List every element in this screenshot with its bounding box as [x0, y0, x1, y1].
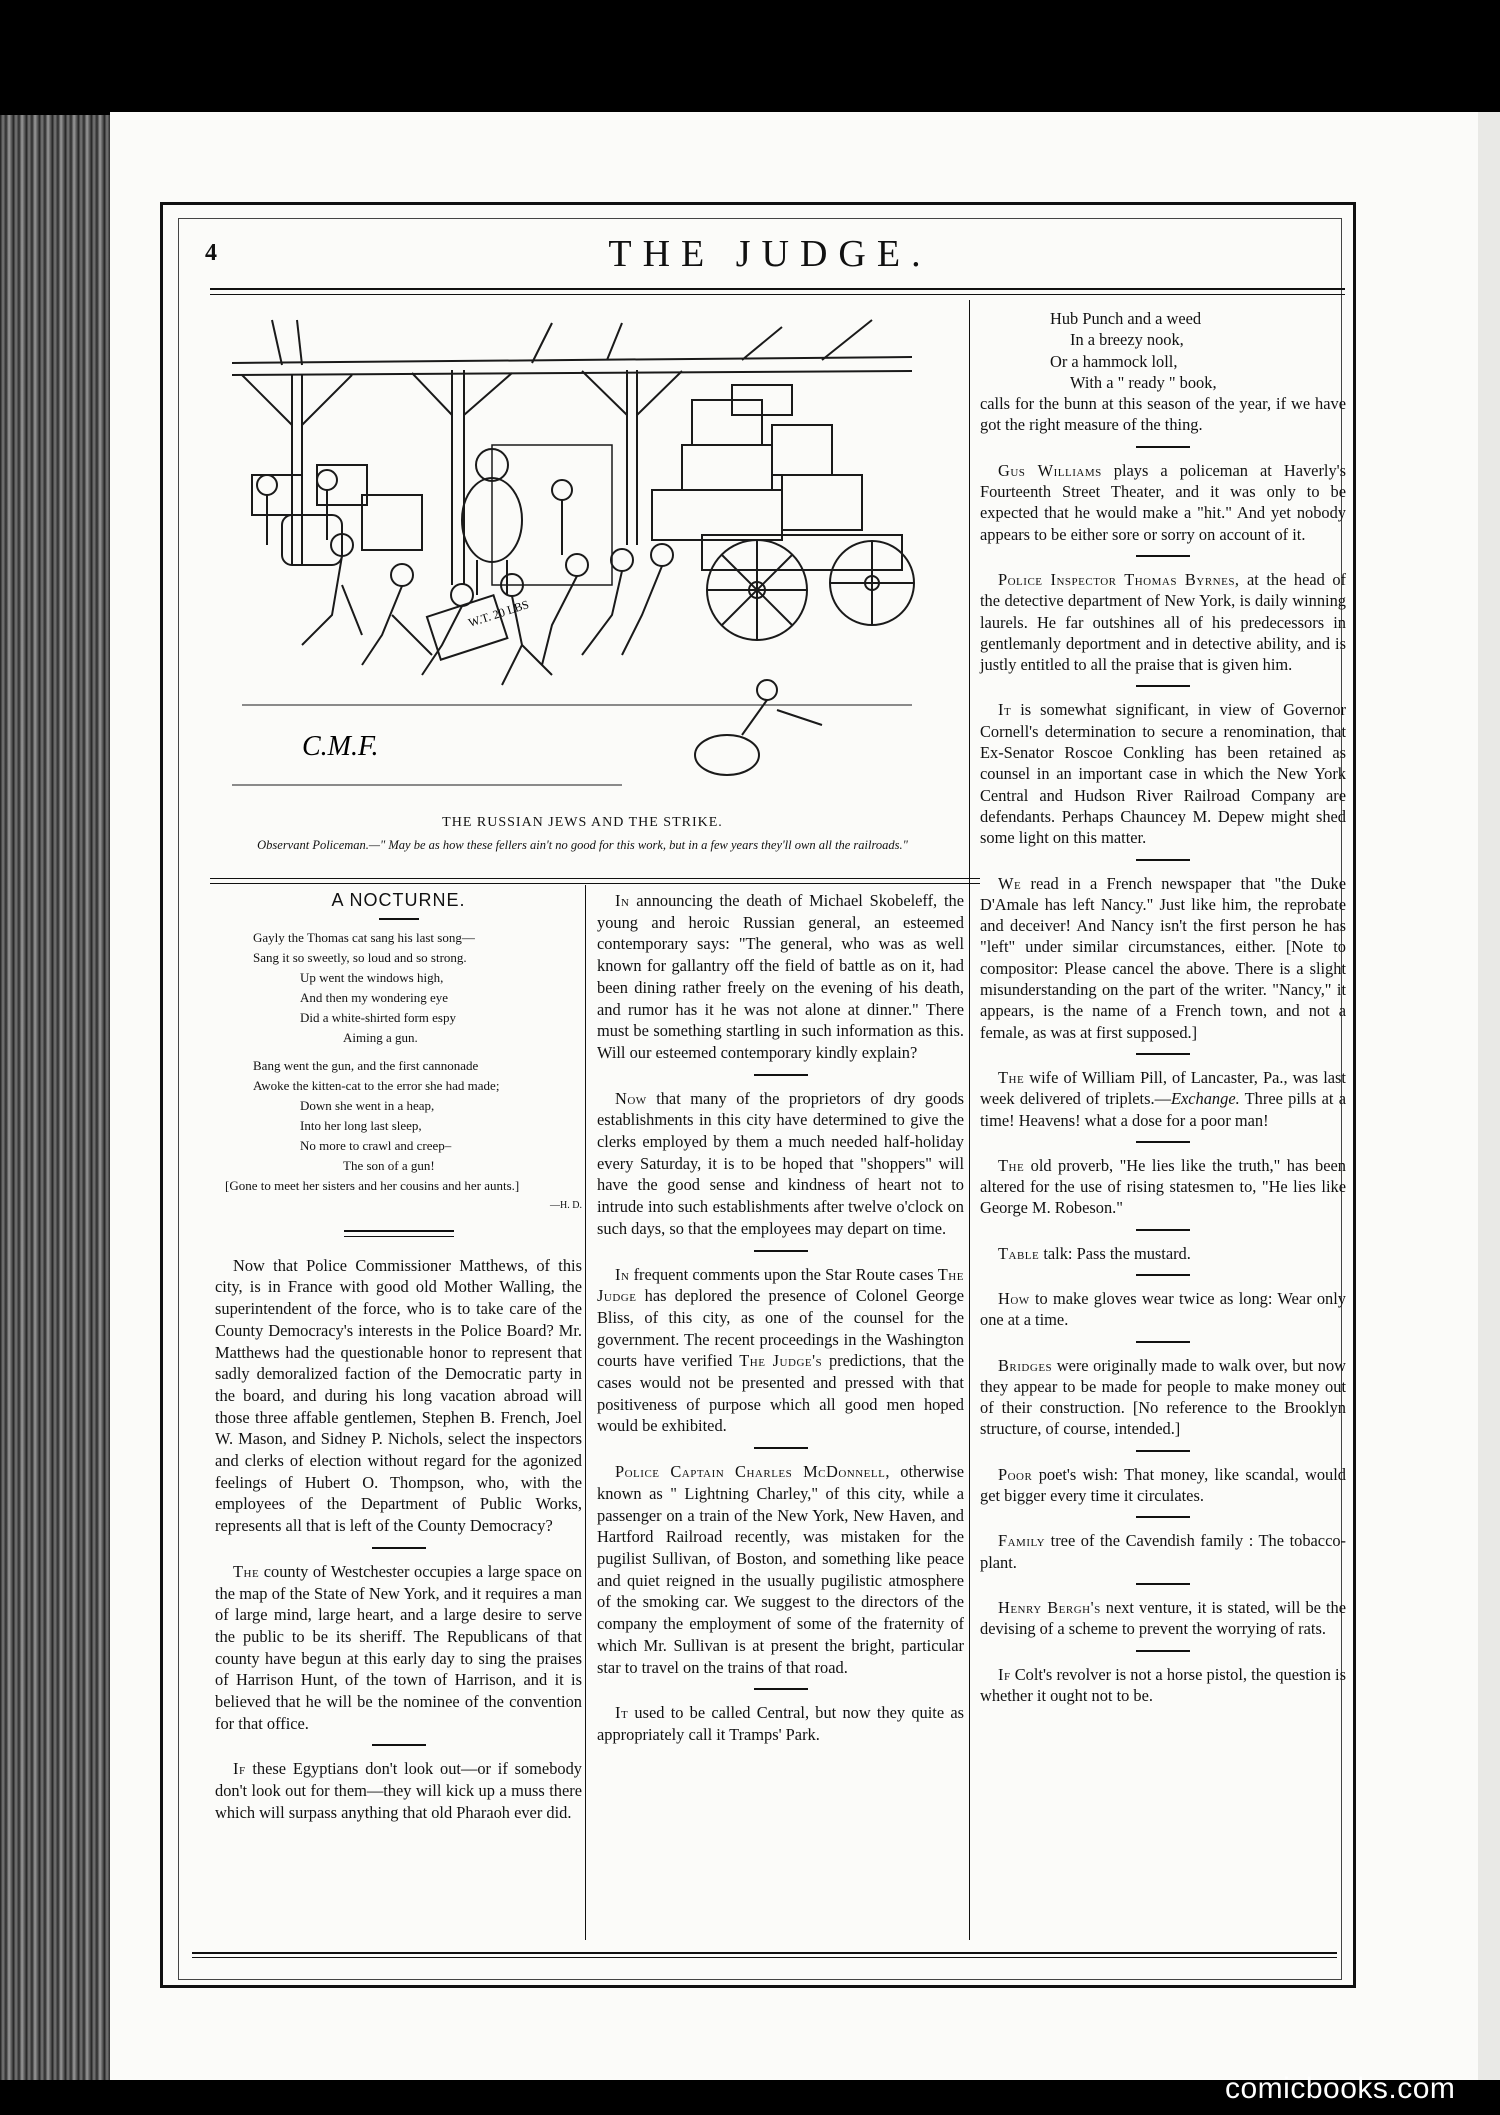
paragraph-text: used to be called Central, but now they quite as appropriately call it Tramps' Park.: [597, 1703, 964, 1744]
poem-line: Up went the windows high,: [300, 969, 444, 985]
paragraph: [980, 1597, 1346, 1640]
paragraph: [980, 699, 1346, 848]
separator: [1136, 859, 1190, 861]
paragraph-text: these Egyptians don't look out—or if somebody don't look out for them—they will kick up a muss there which will surpass anything that old Pharaoh ever did.: [215, 1759, 582, 1822]
paragraph-text: wife of William Pill, of Lancaster, Pa., was last week delivered of triplets.—: [980, 1067, 1346, 1109]
paragraph: [597, 1461, 964, 1678]
paragraph-text: tree of the Cavendish family : The tobacco-plant.: [980, 1531, 1346, 1572]
paragraph: [980, 1155, 1346, 1219]
cartoon-rule-top: [210, 878, 980, 879]
cartoon-title: THE RUSSIAN JEWS AND THE STRIKE.: [442, 815, 723, 830]
lead-word: Family: [998, 1531, 1046, 1551]
lead-word: Table: [998, 1243, 1040, 1263]
lead-word: The: [233, 1561, 260, 1581]
paragraph-text: read in a French newspaper that "the Duke D'Amale has left Nancy." Just like him, the reprobate and deceiver! And Nancy isn't the first person he has "left" under similar circumstances, either. [Note to compositor: Please cancel the above. There is a slight misunderstanding on the part of the writer. "Nancy," it appears, is the name of a French town, and not a female, as was at first supposed.]: [980, 873, 1346, 1042]
verse-line: Or a hammock loll,: [1050, 351, 1178, 371]
paragraph-text: plays a policeman at Haverly's Fourteenth Street Theater, and it was only to be expected that he would make a "hit." And yet nobody appears to be either sore or sorry on account of it.: [980, 460, 1346, 544]
separator: [372, 1547, 426, 1549]
poem-signature: —H. D.: [550, 1199, 582, 1211]
source-citation: Exchange.: [1170, 1089, 1240, 1109]
paragraph: calls for the bunn at this season of the year, if we have got the right measure of the thing.: [980, 394, 1346, 435]
separator: [1136, 1274, 1190, 1276]
artist-signature: C.M.F.: [302, 731, 379, 762]
page-number: 4: [205, 240, 217, 266]
paragraph: [215, 1561, 582, 1735]
paragraph-text: frequent comments upon the Star Route cases: [633, 1264, 934, 1284]
site-watermark: comicbooks.com: [1225, 2072, 1456, 2105]
poem-line: Awoke the kitten-cat to the error she had made;: [253, 1077, 500, 1093]
paragraph-text: that many of the proprietors of dry goods establishments in this city have determined to give the clerks employed by them a much needed half-holiday every Saturday, it is to be hoped that "shoppers" will have the good sense and kindness of heart not to intrude into such establishments after twelve o'clock on such days, so that the employees may depart on time.: [597, 1088, 964, 1238]
lead-word: If: [233, 1759, 246, 1779]
paragraph-text: talk: Pass the mustard.: [1043, 1243, 1191, 1263]
paragraph: [980, 1067, 1346, 1131]
paragraph-text: is somewhat significant, in view of Governor Cornell's determination to secure a renomination, that Ex-Senator Roscoe Conkling has been retained as counsel in an important case in which the New York Central and Hudson River Railroad Company are defendants. Perhaps Chauncey M. Depew might shed some light on this matter.: [980, 700, 1346, 848]
separator: [1136, 1650, 1190, 1652]
paragraph: [597, 890, 964, 1064]
masthead-rule-bottom: [210, 294, 1345, 295]
separator: [1136, 1516, 1190, 1518]
lead-word: If: [998, 1664, 1011, 1684]
paragraph: [980, 1288, 1346, 1331]
separator: [1136, 1053, 1190, 1055]
book-binding: [0, 115, 110, 2080]
column-1: [215, 890, 582, 1824]
paragraph-text: predictions, that the cases would not be presented and pressed with that positiveness of purpose which all good men hoped would be exhibited.: [597, 1351, 964, 1436]
poem-line: Into her long last sleep,: [300, 1117, 422, 1133]
masthead-title: THE JUDGE.: [608, 233, 932, 275]
lead-word: Police Captain Charles McDonnell,: [615, 1462, 890, 1482]
poem: [215, 928, 582, 1216]
poem-line: The son of a gun!: [343, 1157, 435, 1173]
separator: [372, 1744, 426, 1746]
lead-word: The: [998, 1067, 1025, 1087]
paragraph: [980, 1355, 1346, 1440]
column-divider-2: [969, 300, 970, 1940]
paragraph: [980, 460, 1346, 545]
paragraph: [980, 1243, 1346, 1264]
masthead-rule-top: [210, 288, 1345, 290]
separator: [1136, 1341, 1190, 1343]
paragraph-text: county of Westchester occupies a large space on the map of the State of New York, and it requires a man of large mind, large heart, and a large desire to serve the public to be its sheriff. The Republicans of that county have begun at this early day to sing the praises of Harrison Hunt, of the town of Harrison, and it is believed that he will be the nominee of the convention for that office.: [215, 1561, 582, 1733]
column-3: [980, 308, 1346, 1706]
cartoon-caption: Observant Policeman.—" May be as how these fellers ain't no good for this work, but in a few years they'll own all the railroads.": [257, 838, 908, 852]
verse-line: With a " ready " book,: [1070, 372, 1217, 392]
lead-word: Henry Bergh's: [998, 1597, 1101, 1617]
paragraph-text: poet's wish: That money, like scandal, would get bigger every time it circulates.: [980, 1464, 1346, 1506]
footer-rule-bottom: [192, 1957, 1337, 1958]
paragraph-text: has deplored the presence of Colonel George Bliss, of this city, as one of the counsel for the government. The recent proceedings in the Washington courts have verified: [597, 1286, 964, 1371]
paragraph: [980, 1530, 1346, 1573]
paragraph: [980, 1664, 1346, 1707]
paragraph-text: were originally made to walk over, but now they appear to be made for people to make money out of their construction. [No reference to the Brooklyn structure, of course, intended.]: [980, 1355, 1346, 1439]
separator: [754, 1074, 808, 1076]
double-rule: [344, 1230, 454, 1237]
cartoon-rule-bottom: [210, 883, 980, 884]
crate-label: W.T. 20 LBS: [466, 597, 531, 630]
column-divider-1: [585, 885, 586, 1940]
separator: [1136, 1583, 1190, 1585]
poem-line: Gayly the Thomas cat sang his last song—: [253, 929, 475, 945]
separator: [1136, 1141, 1190, 1143]
cartoon-illustration: [222, 315, 942, 805]
poem-line: No more to crawl and creep–: [300, 1137, 452, 1153]
verse: [980, 308, 1346, 393]
lead-word: In: [615, 891, 630, 910]
separator: [1136, 1229, 1190, 1231]
separator: [754, 1447, 808, 1449]
paragraph: [597, 1702, 964, 1745]
verse-line: In a breezy nook,: [1070, 330, 1184, 350]
poem-title: A NOCTURNE.: [331, 890, 466, 910]
lead-word: Poor: [998, 1464, 1033, 1484]
paragraph: [597, 1088, 964, 1240]
lead-word: How: [998, 1288, 1030, 1308]
paragraph: Now that Police Commissioner Matthews, of this city, is in France with good old Mother Walling, the superintendent of the force, who is to take care of the County Democracy's interests in the Police Board? Mr. Matthews had the questionable honor to represent that sadly demoralized faction of the Democratic party in the board, and during his long vacation abroad will those three affable gentlemen, Stephen B. French, Joel W. Mason, and Sidney P. Nichols, select the inspectors and clerks of election without regard for the agonized feelings of Hubert O. Thompson, who, with the employees of the Department of Public Works, represents all that is left of the County Democracy?: [215, 1255, 582, 1536]
lead-word: It: [998, 700, 1012, 720]
publication-name: The Judge: [597, 1264, 964, 1306]
verse-line: Hub Punch and a weed: [1050, 309, 1202, 328]
paragraph-text: announcing the death of Michael Skobeleff, the young and heroic Russian general, an esteemed contemporary says: "The general, who was as well known for gallantry off the field of battle as on it, had been dining rather freely on the evening of his death, and rumor has it he was not alone at dinner." There must be something startling in such information as this. Will our esteemed contemporary kindly explain?: [597, 891, 964, 1062]
poem-line: Aiming a gun.: [343, 1029, 418, 1045]
separator: [379, 918, 419, 920]
poem-line: And then my wondering eye: [300, 989, 449, 1005]
separator: [1136, 685, 1190, 687]
paragraph-text: otherwise known as " Lightning Charley," of this city, while a passenger on a train of the New York, New Haven, and Hartford Railroad recently, was mistaken for the pugilist Sullivan, of Boston, and something like peace and quiet reigned in the usually pugilistic atmosphere of the smoking car. We suggest to the directors of the company the employment of some of the fraternity of which Mr. Sullivan is at present the bright, particular star to travel on the trains of that road.: [597, 1462, 964, 1677]
paragraph-text: old proverb, "He lies like the truth," has been altered for the use of rising statesmen to, "He lies like George M. Robeson.": [980, 1155, 1346, 1218]
publication-name: The Judge's: [739, 1351, 823, 1371]
lead-word: It: [615, 1703, 629, 1723]
lead-word: Police Inspector Thomas Byrnes,: [998, 569, 1240, 589]
paragraph-text: at the head of the detective department of New York, is daily winning laurels. He far outshines all of his predecessors in gentlemanly deportment and in detective ability, and is justly entitled to all the praise that is given him.: [980, 569, 1346, 675]
separator: [1136, 1450, 1190, 1452]
separator: [1136, 555, 1190, 557]
lead-word: Bridges: [998, 1355, 1053, 1375]
poem-line: Did a white-shirted form espy: [300, 1009, 456, 1025]
page-edge: [1478, 112, 1500, 2080]
lead-word: Gus Williams: [998, 460, 1102, 480]
paragraph: [980, 873, 1346, 1043]
separator: [1136, 446, 1190, 448]
poem-line: Sang it so sweetly, so loud and so strong.: [253, 949, 467, 965]
paragraph: [980, 1464, 1346, 1507]
lead-word: We: [998, 873, 1022, 893]
paragraph: [980, 569, 1346, 675]
footer-rule-top: [192, 1952, 1337, 1954]
poem-line: Bang went the gun, and the first cannonade: [253, 1057, 479, 1073]
paragraph: [597, 1264, 964, 1438]
separator: [754, 1250, 808, 1252]
paragraph: [215, 1758, 582, 1823]
poem-line: Down she went in a heap,: [300, 1097, 435, 1113]
paragraph-text: to make gloves wear twice as long: Wear only one at a time.: [980, 1288, 1346, 1330]
column-2: [597, 890, 964, 1746]
separator: [754, 1688, 808, 1690]
lead-word: In: [615, 1264, 630, 1284]
lead-word: The: [998, 1155, 1025, 1175]
poem-bracket: [Gone to meet her sisters and her cousins and her aunts.]: [225, 1177, 520, 1193]
lead-word: Now: [615, 1088, 647, 1108]
paragraph-text: next venture, it is stated, will be the devising of a scheme to prevent the worrying of rats.: [980, 1597, 1346, 1639]
paragraph-text: Three pills at a time! Heavens! what a dose for a poor man!: [980, 1089, 1346, 1130]
paragraph-text: Colt's revolver is not a horse pistol, the question is whether it ought not to be.: [980, 1664, 1346, 1705]
